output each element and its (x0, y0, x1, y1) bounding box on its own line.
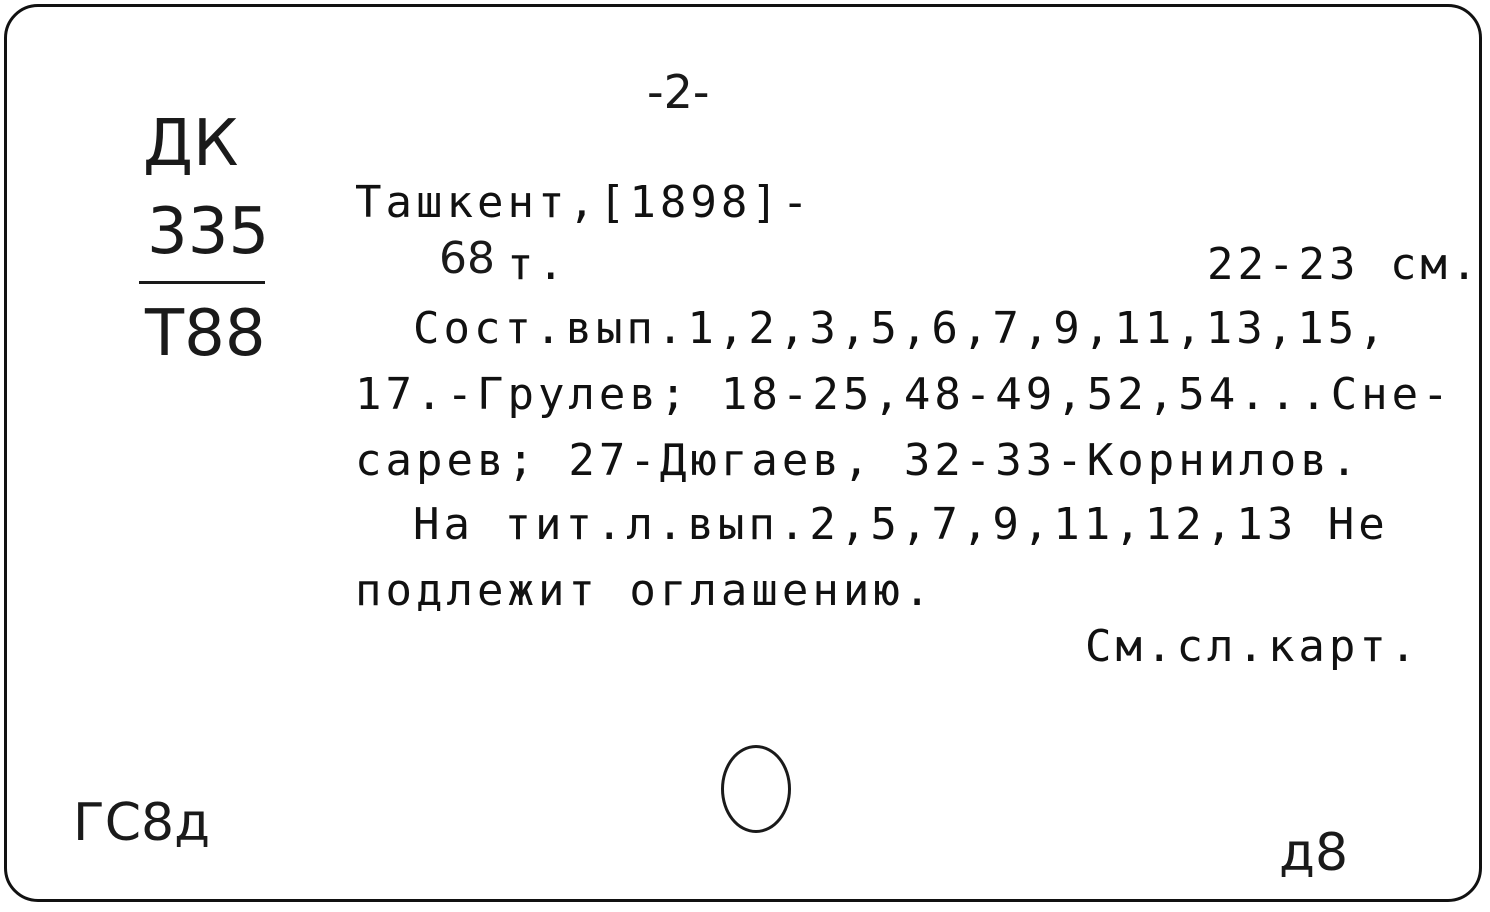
page-number: -2- (647, 65, 710, 119)
volume-count-handwritten: 68 (439, 233, 495, 284)
handwritten-code-bottom-right: д8 (1279, 823, 1349, 883)
dimensions: 22-23 см. (1207, 239, 1482, 290)
catalog-card (4, 4, 1482, 902)
contents-note-line-2: 17.-Грулев; 18-25,48-49,52,54...Сне- (355, 369, 1453, 420)
shelfmark-line-2: 335 (147, 195, 270, 269)
contents-note-line-1: Сост.вып.1,2,3,5,6,7,9,11,13,15, (413, 303, 1389, 354)
contents-note-line-3: сарев; 27-Дюгаев, 32-33-Корнилов. (355, 435, 1362, 486)
shelfmark-divider (139, 281, 265, 284)
punch-hole (721, 745, 791, 833)
title-note-line-2: подлежит оглашению. (355, 565, 935, 616)
imprint-line: Ташкент,[1898]- (355, 177, 813, 228)
shelfmark-line-1: ДК (143, 107, 239, 181)
volume-unit: т. (507, 239, 568, 290)
shelfmark-line-3: Т88 (145, 297, 266, 371)
title-note-line-1: На тит.л.вып.2,5,7,9,11,12,13 Не (413, 499, 1389, 550)
see-next-card: См.сл.карт. (1085, 621, 1421, 672)
handwritten-code-bottom-left: ГС8д (73, 793, 211, 853)
